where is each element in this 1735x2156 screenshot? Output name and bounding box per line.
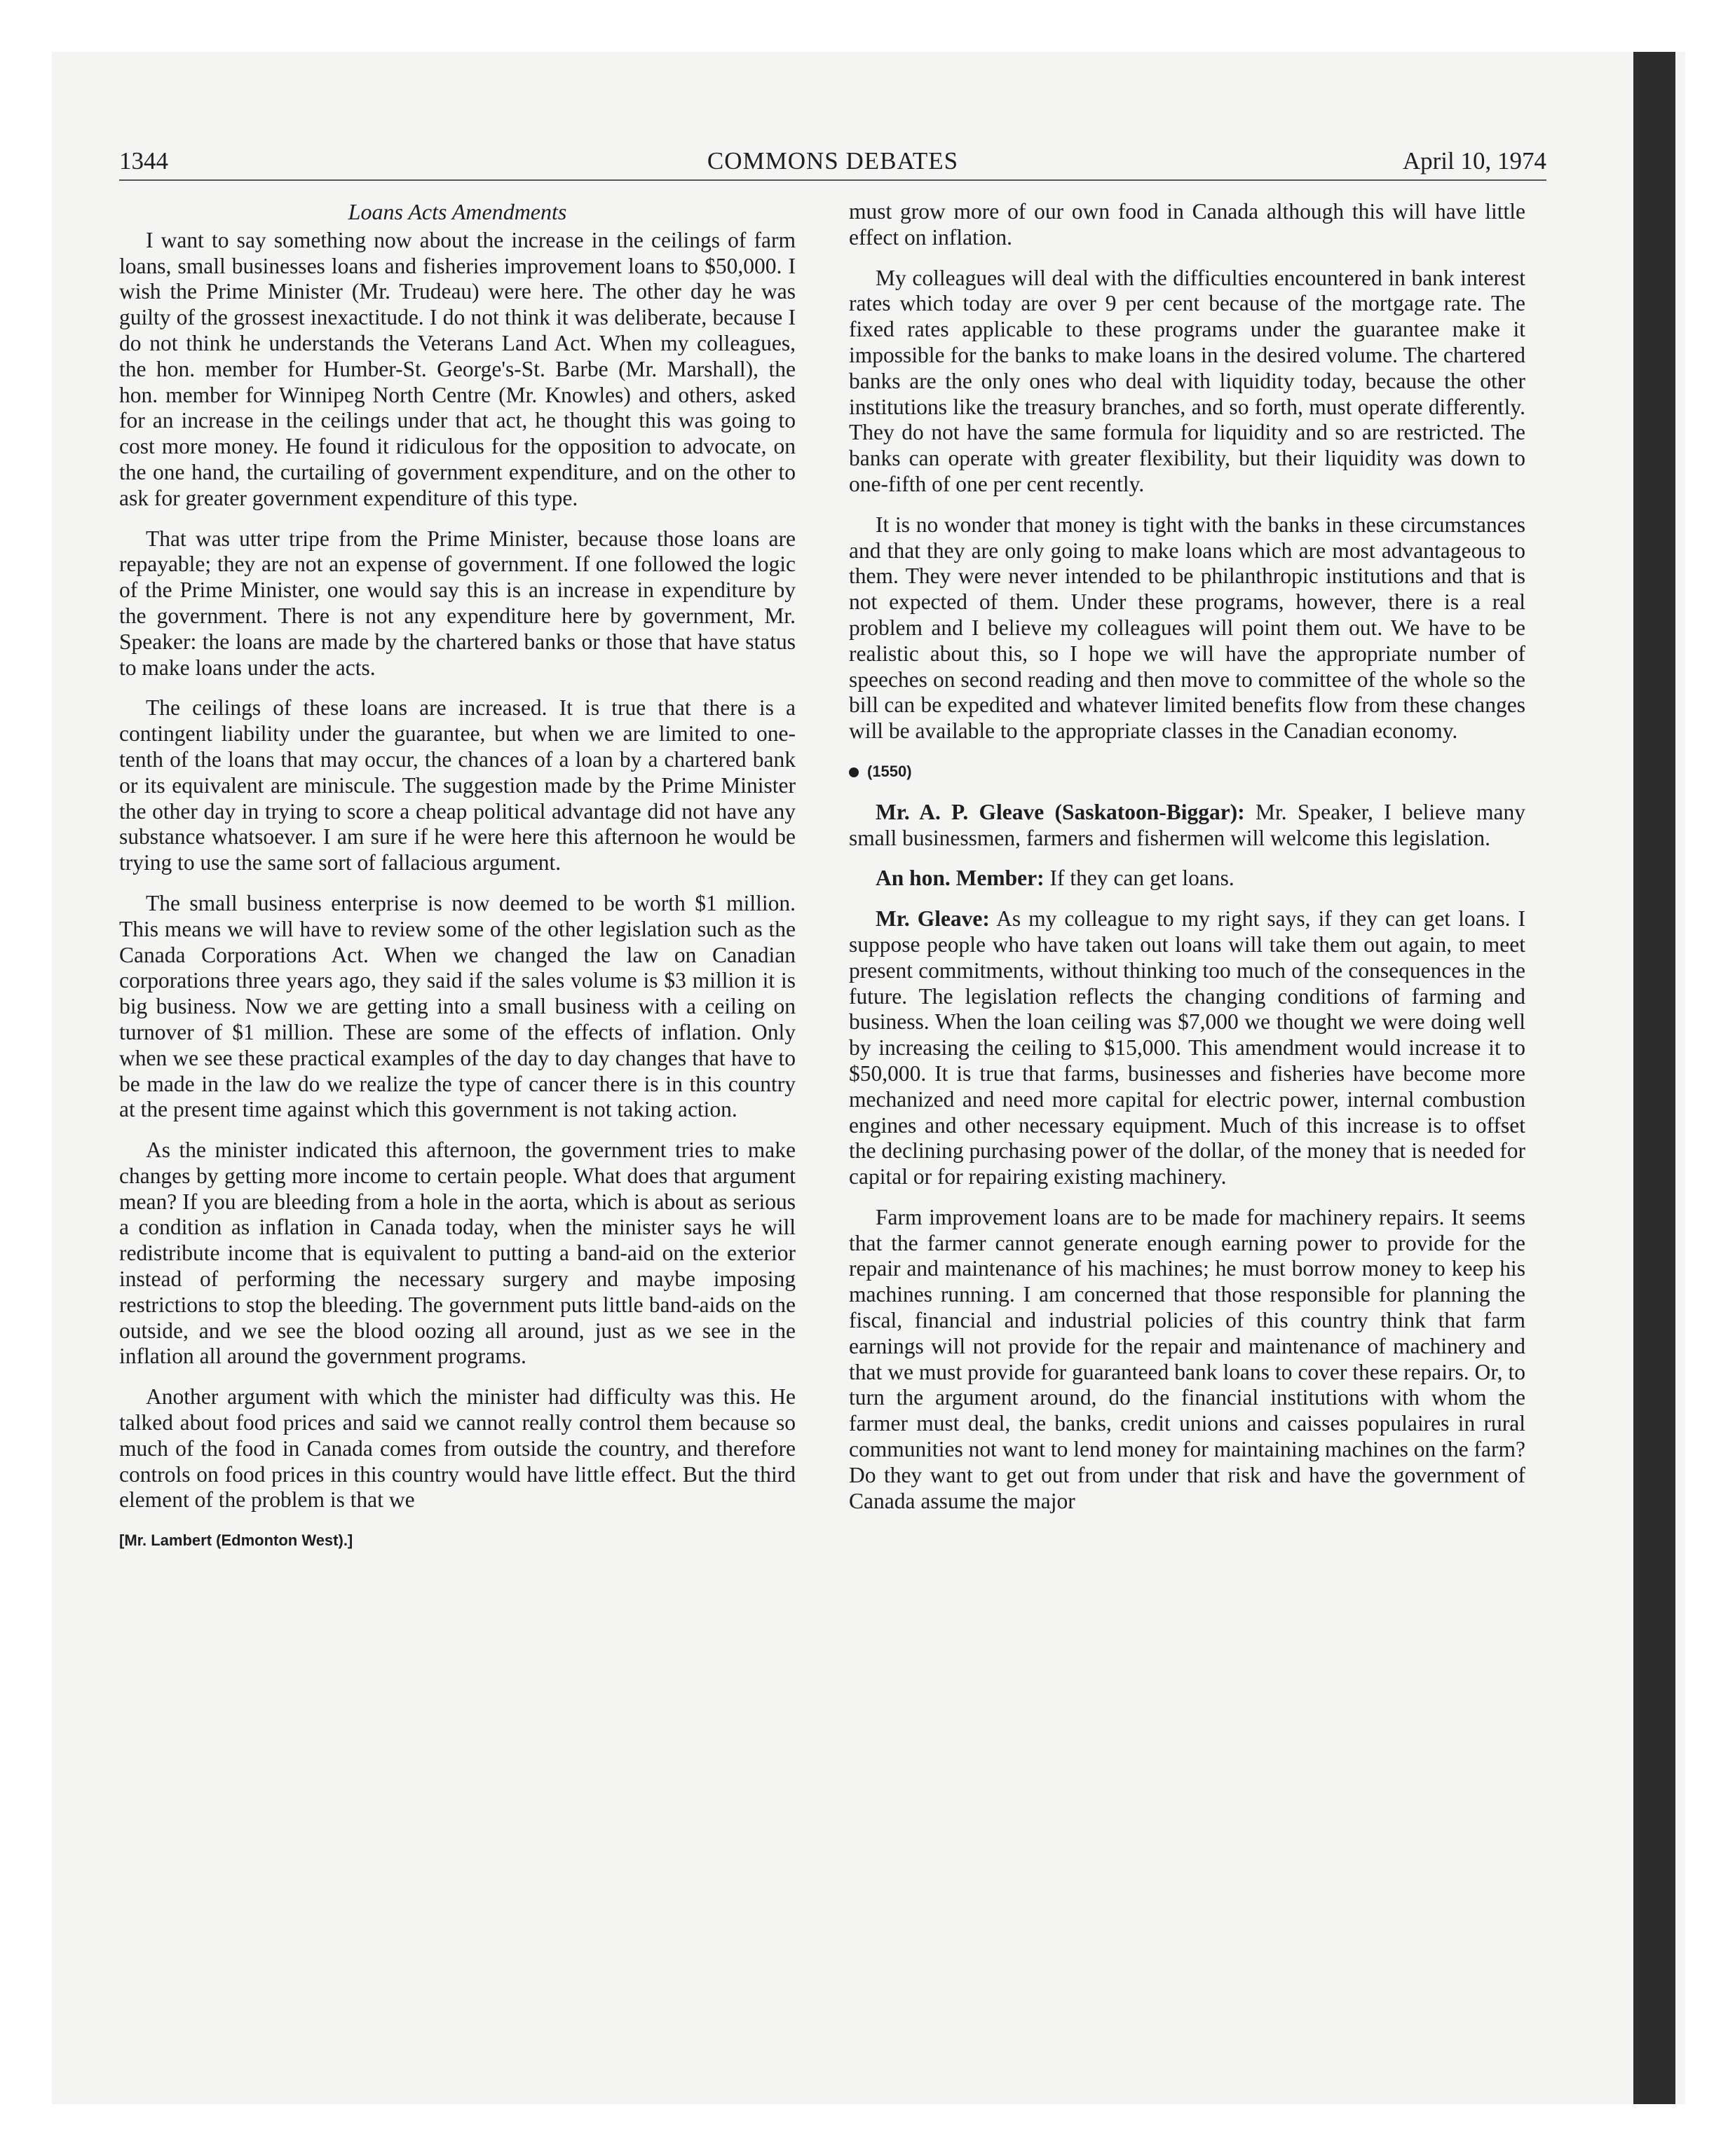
paragraph: Farm improvement loans are to be made for machinery repairs. It seems that the farmer cannot generate enough earning power to provide for the repair and maintenance of his machines; he must borrow money to keep his machines running. I am concerned that those responsible for planning the fiscal, financial and industrial policies of this country think that farm earnings will not provide for the repair and maintenance of machinery and that we must provide for guaranteed bank loans to cover these repairs. Or, to turn the argument around, do the financial institutions with whom the farmer must deal, the banks, credit unions and caisses populaires in rural communities not want to lend money for maintaining machines on the farm? Do they want to get out from under that risk and have the government of Canada assume the major [849,1204,1525,1513]
speech [849,906,1525,1190]
speech-text: Mr. Speaker, I believe many small businessmen, farmers and fishermen will welcome this legislation. [849,799,1526,850]
page-header [119,147,1546,178]
paragraph: I want to say something now about the increase in the ceilings of farm loans, small businesses loans and fisheries improvement loans to $50,000. I wish the Prime Minister (Mr. Trudeau) were here. The other day he was guilty of the grossest inexactitude. I do not think it was deliberate, because I do not think he understands the Veterans Land Act. When my colleagues, the hon. member for Humber-St. George's-St. Barbe (Mr. Marshall), the hon. member for Winnipeg North Centre (Mr. Knowles) and others, asked for an increase in the ceilings under that act, he thought this was going to cost more money. He found it ridiculous for the opposition to advocate, on the one hand, the curtailing of government expenditure, and on the other to ask for greater government expenditure of this type. [119,227,796,510]
page-date: April 10, 1974 [1402,147,1546,175]
section-title: Loans Acts Amendments [348,199,567,224]
right-column [849,199,1525,1529]
paragraph: The small business enterprise is now deemed to be worth $1 million. This means we will have to review some of the other legislation such as the Canada Corporations Act. When we changed the law on Canadian corporations three years ago, they said if the sales volume is $3 million it is big business. Now we are getting into a small business with a ceiling on turnover of $1 million. These are some of the effects of inflation. Only when we see these practical examples of the day to day changes that have to be made in the law do we realize the type of cancer there is in this country at the present time against which this government is not taking action. [119,890,796,1122]
timestamp-label: (1550) [867,762,912,780]
speech [849,866,1525,892]
timestamp [849,759,1525,785]
header-rule [119,179,1546,181]
journal-title: COMMONS DEBATES [707,147,959,175]
speech [849,800,1525,852]
speaker-name: Mr. Gleave: [876,906,990,932]
paragraph: It is no wonder that money is tight with the banks in these circumstances and that they are only going to make loans which are most advantageous to them. They were never intended to be philanthropic institutions and that is not expected of them. Under these programs, however, there is a real problem and I believe my colleagues will point them out. We have to be realistic about this, so I hope we will have the appropriate number of speeches on second reading and then move to committee of the whole so the bill can be expedited and whatever limited benefits flow from these changes will be available to the appropriate classes in the Canadian economy. [849,512,1525,744]
paragraph: Another argument with which the minister had difficulty was this. He talked about food prices and said we cannot really control them because so much of the food in Canada comes from outside the country, and therefore controls on food prices in this country would have little effect. But the third element of the problem is that we [119,1384,796,1513]
bullet-dot-icon [849,767,859,777]
speaker-name: An hon. Member: [876,866,1045,891]
speech-text: As my colleague to my right says, if they can get loans. I suppose people who have taken out loans will take them out again, to meet present commitments, without thinking too much of the consequences in the future. The legislation reflects the changing conditions of farming and business. When the loan ceiling was $7,000 we thought we were doing well by increasing the ceiling to $15,000. This amendment would increase it to $50,000. It is true that farms, businesses and fisheries have become more mechanized and need more capital for electric power, internal combustion engines and other necessary equipment. Much of this increase is to offset the declining purchasing power of the dollar, of the money that is needed for capital or for repairing existing machinery. [849,906,1525,1189]
paragraph: must grow more of our own food in Canada although this will have little effect on inflation. [849,199,1525,250]
paragraph: That was utter tripe from the Prime Minister, because those loans are repayable; they are not an expense of government. If one followed the logic of the Prime Minister, one would say this is an increase in expenditure by the government. There is not any expenditure here by government, Mr. Speaker: the loans are made by the chartered banks or those that have status to make loans under the acts. [119,526,796,680]
paragraph: As the minister indicated this afternoon, the government tries to make changes by getting more income to certain people. What does that argument mean? If you are bleeding from a hole in the aorta, which is about as serious a condition as inflation in Canada today, when the minister says he will redistribute income that is equivalent to putting a band-aid on the exterior instead of performing the necessary surgery and maybe imposing restrictions to stop the bleeding. The government puts little band-aids on the outside, and we see the blood oozing all around, just as we see in the inflation all around the government programs. [119,1138,796,1369]
speaker-name: Mr. A. P. Gleave (Saskatoon-Biggar): [876,799,1245,824]
scan-edge-strip [1633,52,1675,2104]
left-column [119,199,796,1554]
speech-text: If they can get loans. [1049,866,1234,891]
speaker-footer-note: [Mr. Lambert (Edmonton West).] [119,1531,353,1550]
page-number: 1344 [119,147,168,175]
paragraph: My colleagues will deal with the difficulties encountered in bank interest rates which today are over 9 per cent because of the mortgage rate. The fixed rates applicable to these programs under the guarantee make it impossible for the banks to make loans in the desired volume. The chartered banks are the only ones who deal with liquidity today, because the other institutions like the treasury branches, and so forth, must operate differently. They do not have the same formula for liquidity and so are restricted. The banks can operate with greater flexibility, but their liquidity was down to one-fifth of one per cent recently. [849,265,1525,496]
paragraph: The ceilings of these loans are increased. It is true that there is a contingent liability under the guarantee, but when we are limited to one-tenth of the loans that may occur, the chances of a loan by a chartered bank or its equivalent are miniscule. The suggestion made by the Prime Minister the other day in trying to score a cheap political advantage did not have any substance whatsoever. I am sure if he were here this afternoon he would be trying to use the same sort of fallacious argument. [119,695,796,875]
